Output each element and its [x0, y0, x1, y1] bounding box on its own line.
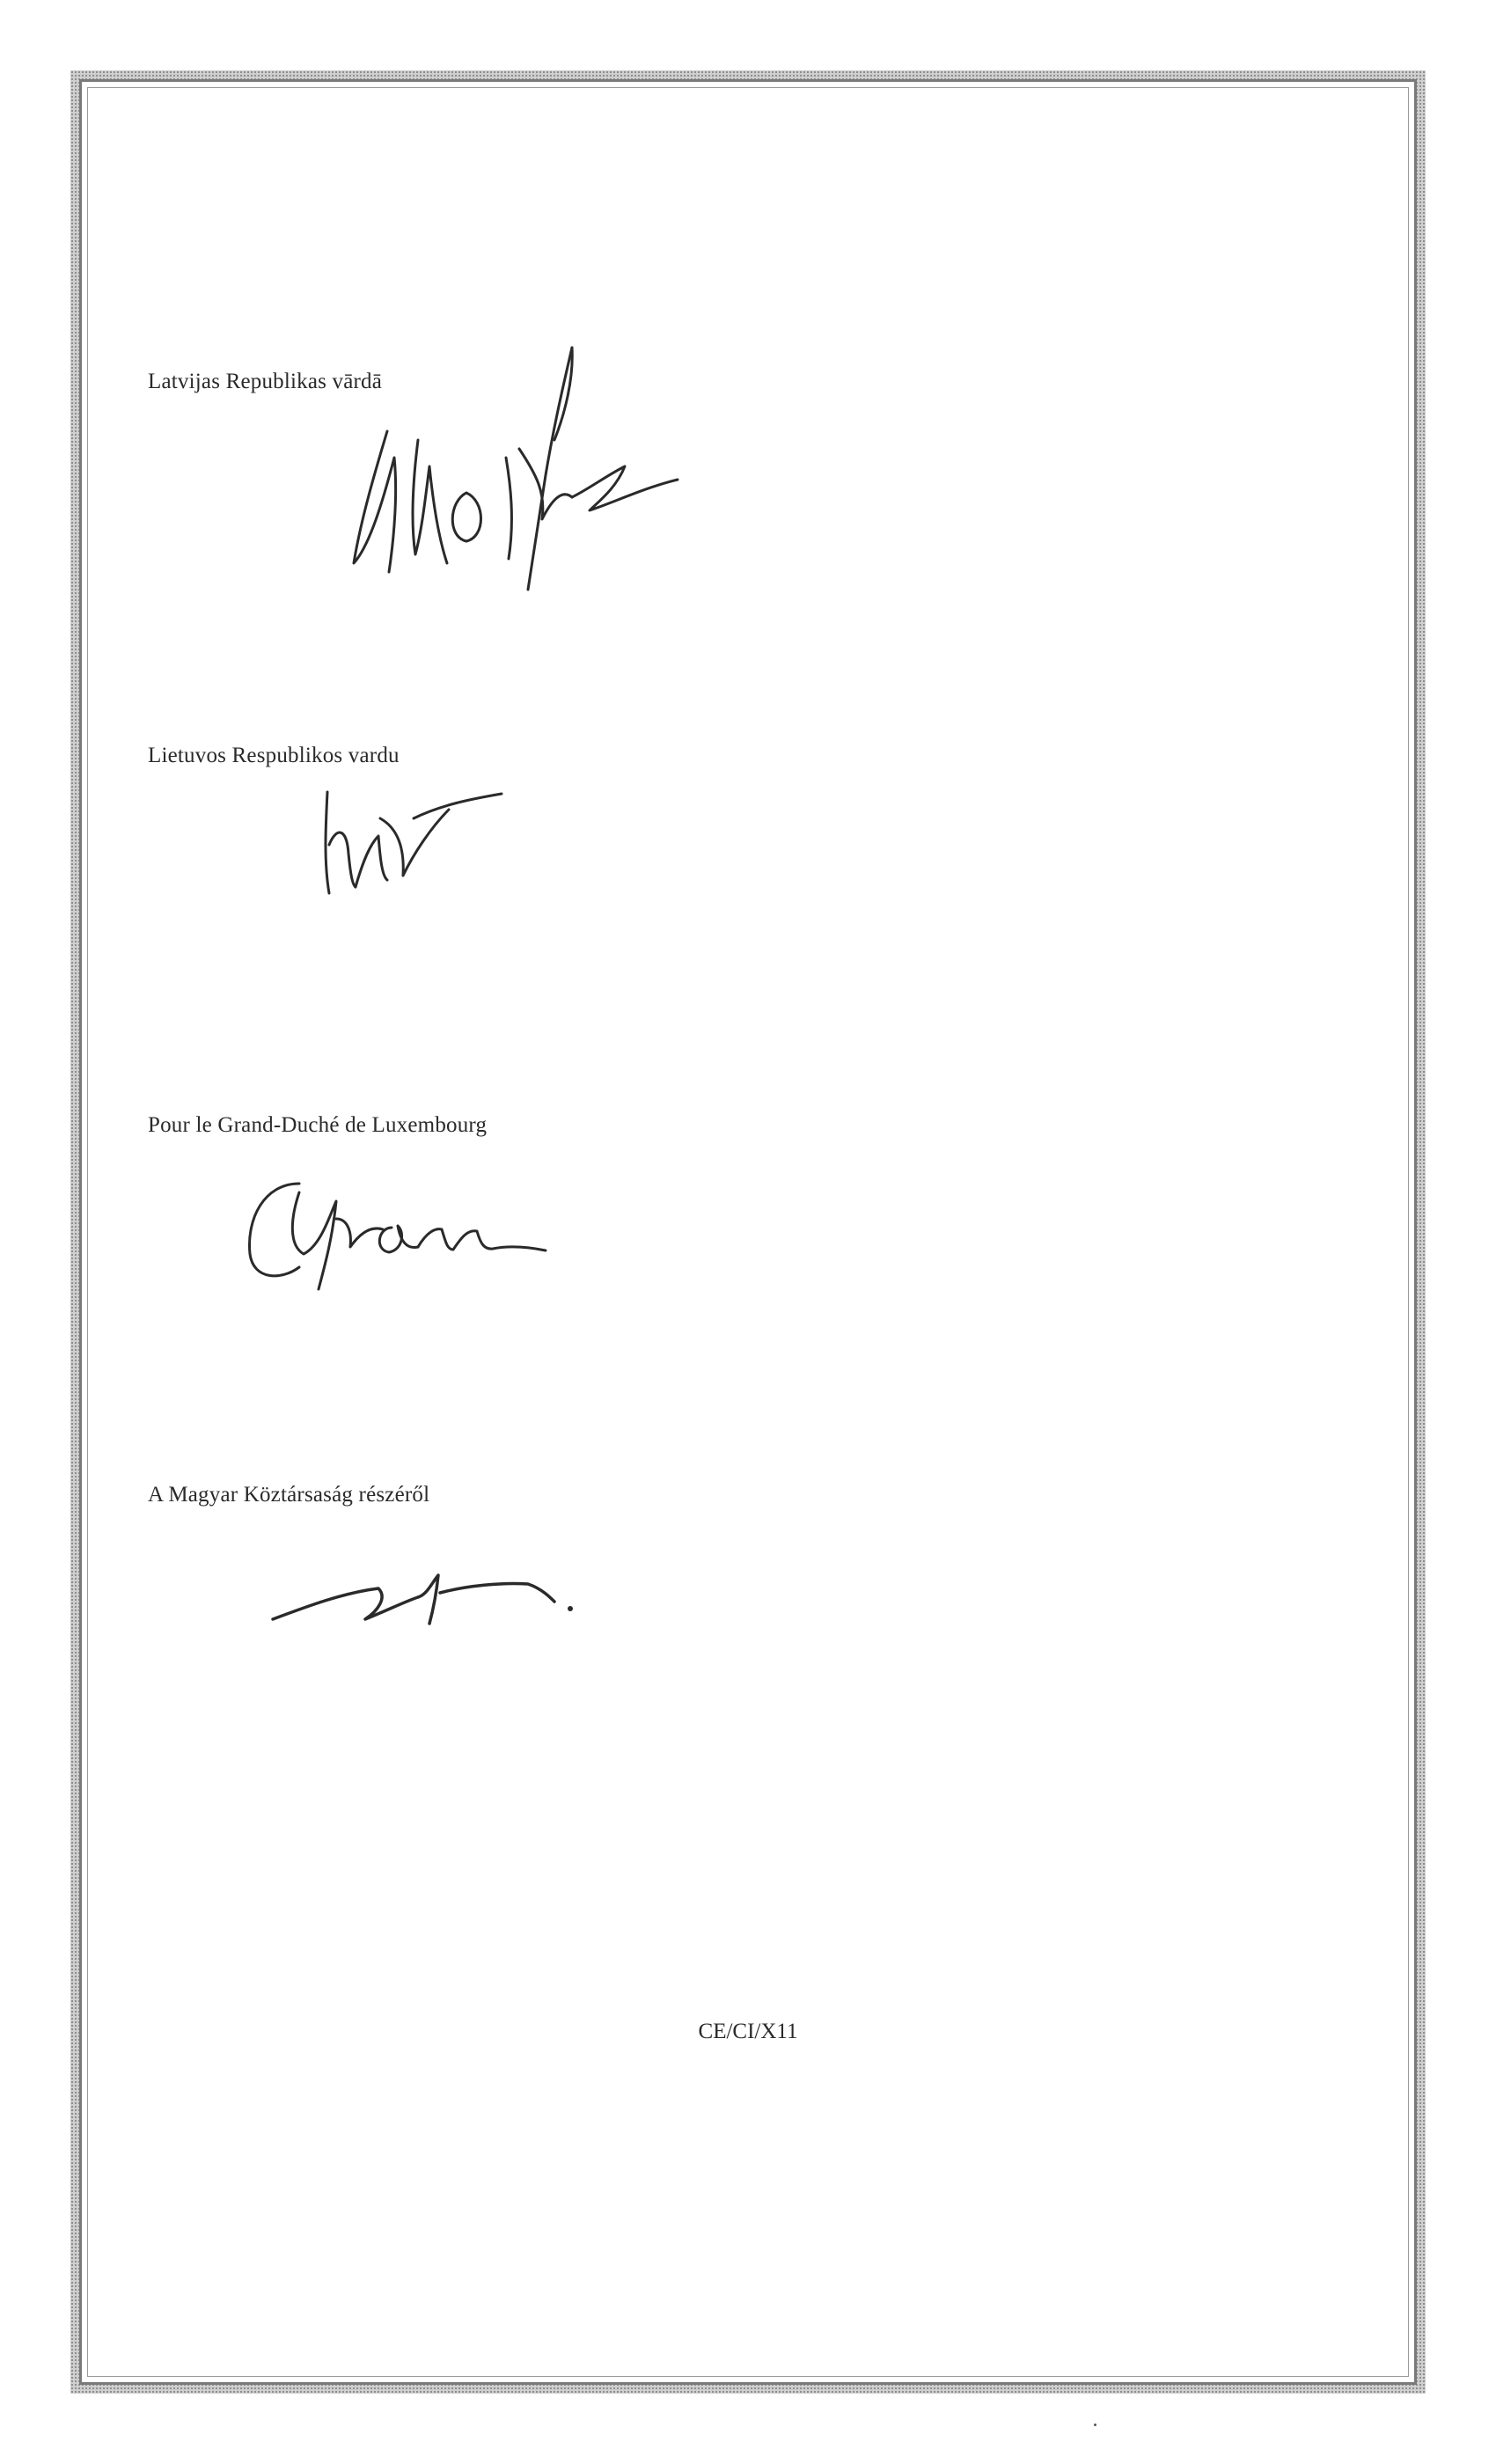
scan-speck	[1094, 2424, 1096, 2426]
signature-hungary	[264, 1549, 581, 1650]
signature-lithuania	[317, 774, 510, 902]
signatory-caption-luxembourg: Pour le Grand-Duché de Luxembourg	[148, 1113, 488, 1137]
signatory-caption-hungary: A Magyar Köztársaság részéről	[148, 1483, 430, 1507]
signature-luxembourg	[238, 1166, 554, 1302]
signature-dot	[568, 1606, 573, 1611]
signature-latvia	[334, 343, 686, 612]
signatory-caption-lithuania: Lietuvos Respublikos vardu	[148, 744, 400, 767]
signatory-caption-latvia: Latvijas Republikas vārdā	[148, 370, 383, 393]
document-code: CE/CI/X11	[698, 2020, 798, 2043]
